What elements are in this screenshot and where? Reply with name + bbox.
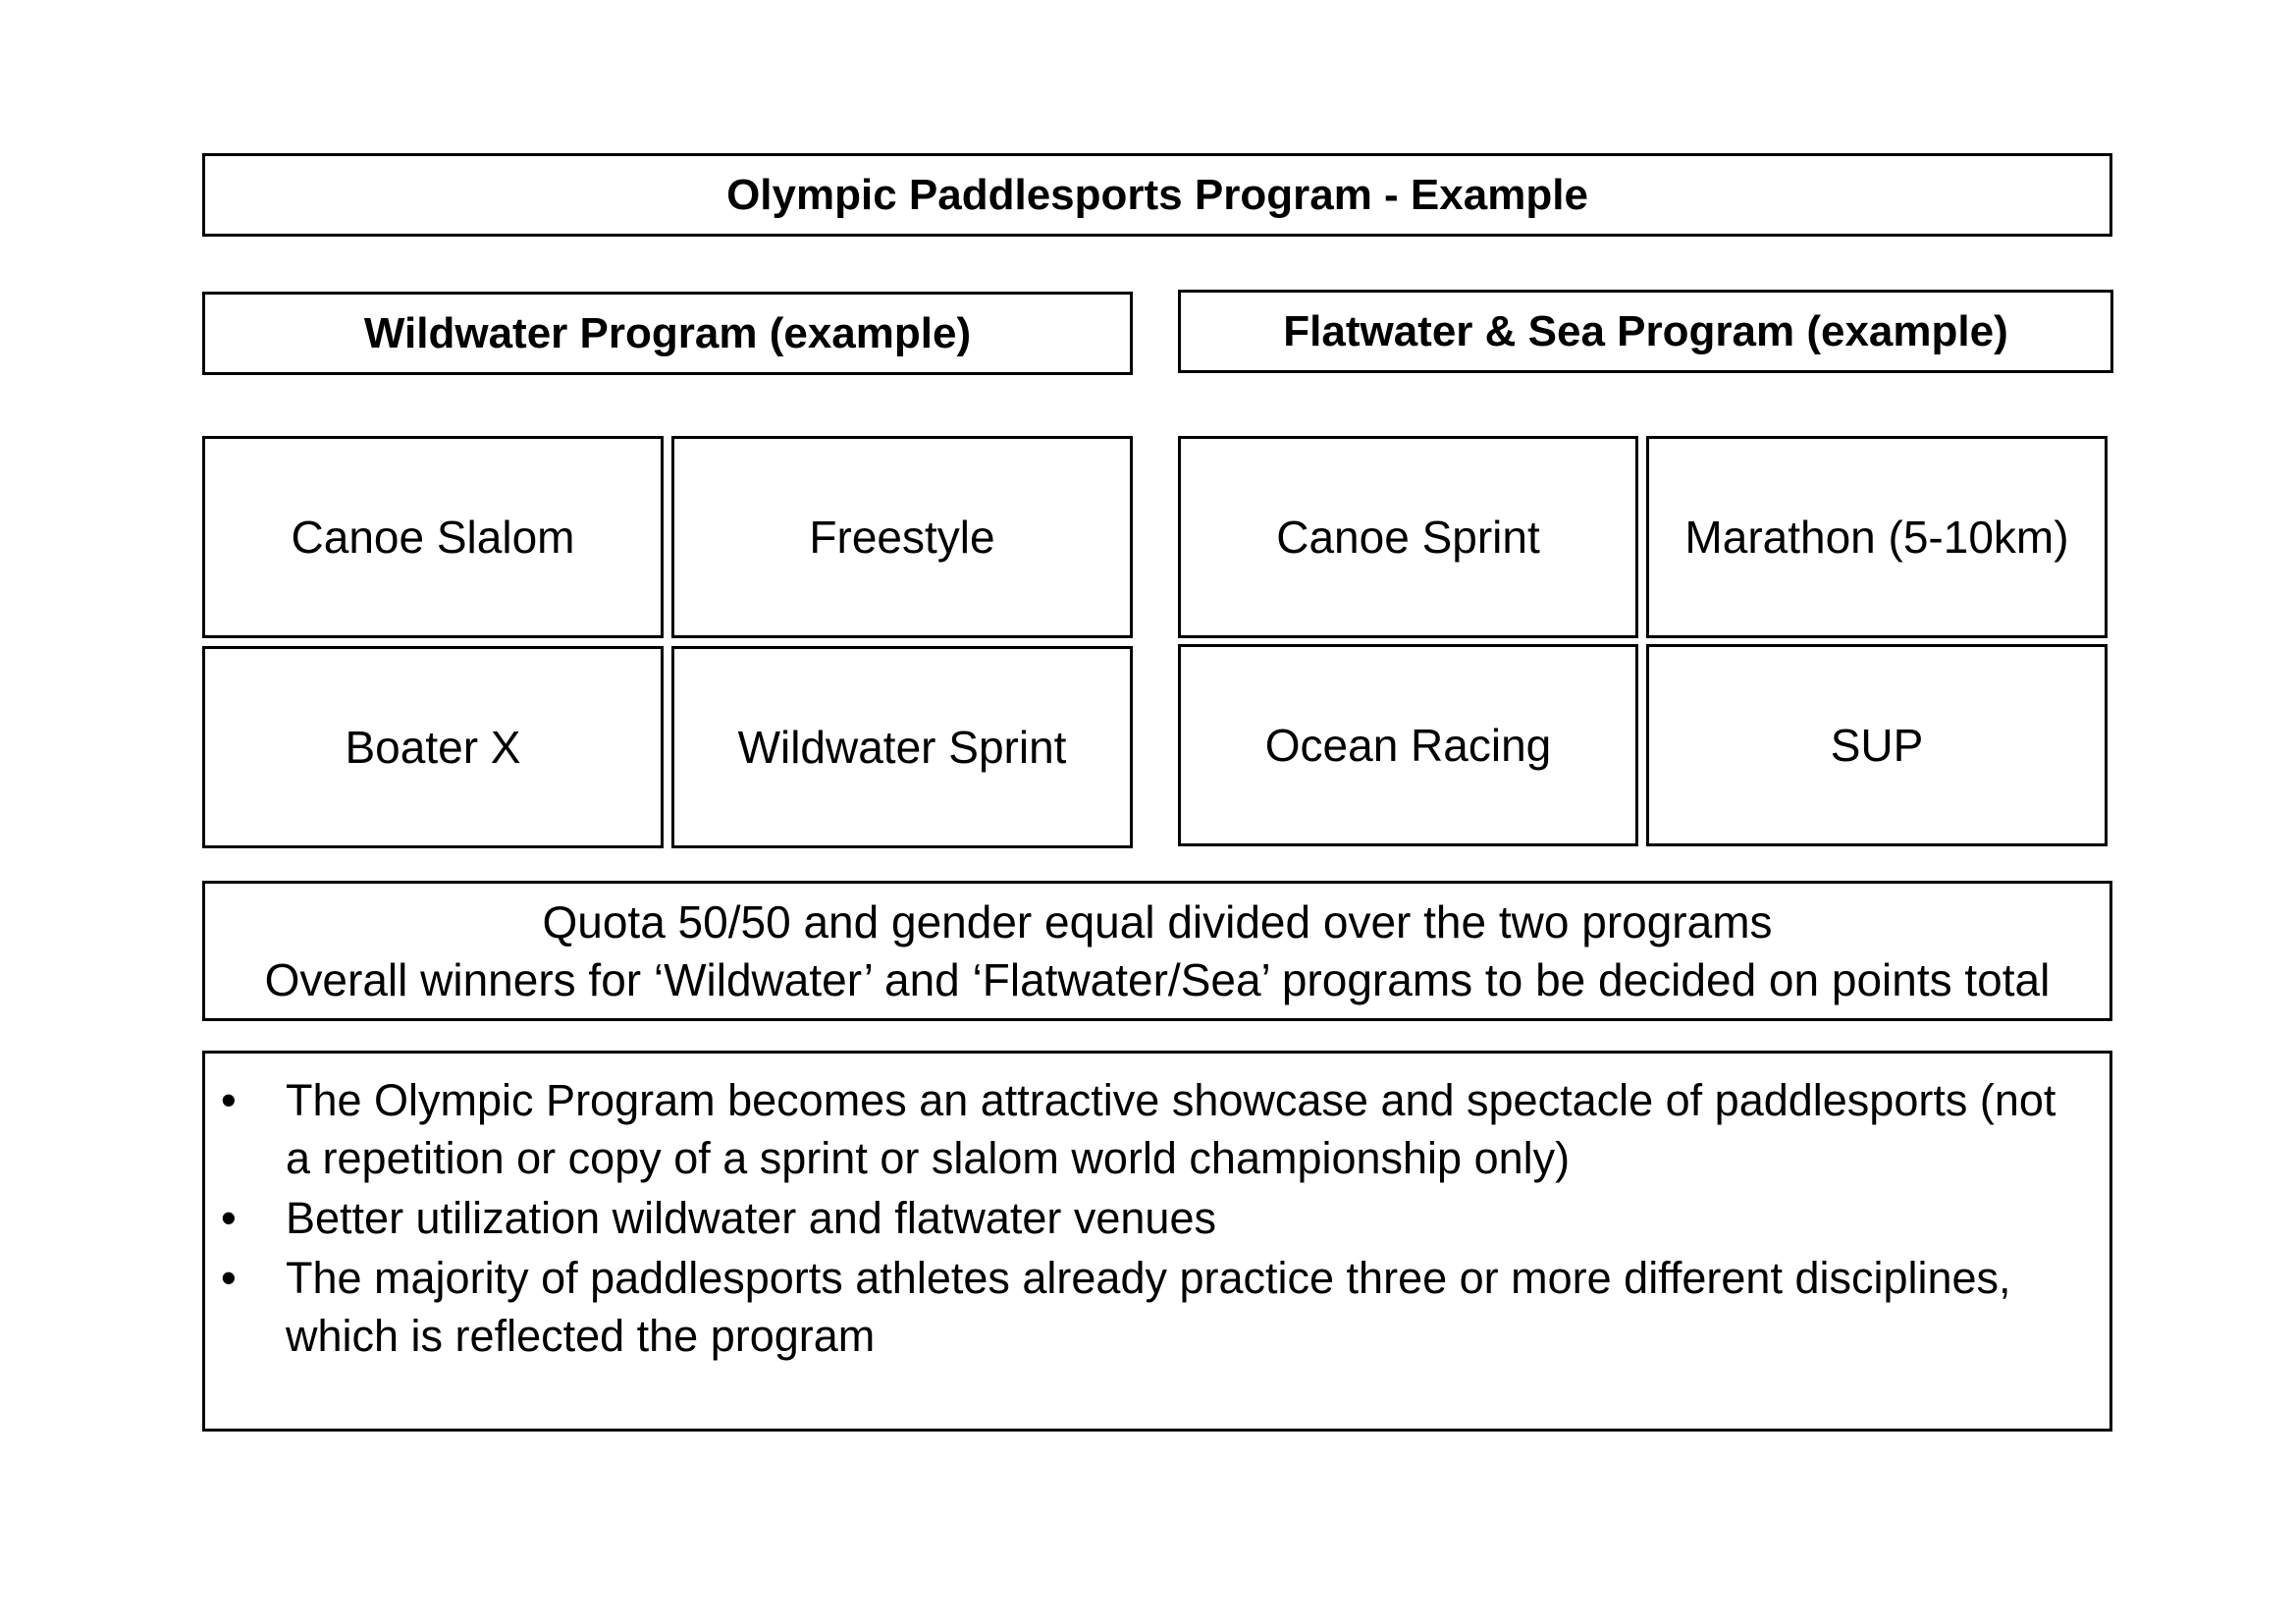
quota-note-line-2: Overall winners for ‘Wildwater’ and ‘Flatwater/Sea’ programs to be decided on points total [264,953,2051,1005]
wildwater-program-title: Wildwater Program (example) [363,308,972,357]
event-canoe-slalom [202,436,664,638]
event-label: Canoe Sprint [1276,512,1540,563]
bullet-icon: • [221,1193,237,1243]
event-label: SUP [1830,720,1924,771]
benefit-text: Better utilization wildwater and flatwater venues [286,1193,1216,1243]
event-freestyle [671,436,1133,638]
benefit-item [205,1071,2086,1187]
main-title-box [202,153,2112,237]
benefit-text: The Olympic Program becomes an attractive showcase and spectacle of paddlesports (not a repetition or copy of a sprint or slalom world championship only) [286,1075,2056,1183]
bullet-icon: • [221,1075,237,1125]
benefits-box [202,1051,2112,1432]
bullet-icon: • [221,1253,237,1303]
flatwater-program-title: Flatwater & Sea Program (example) [1283,306,2008,355]
event-marathon [1646,436,2108,638]
benefits-list [205,1054,2109,1367]
flatwater-program-header [1178,290,2113,373]
event-label: Wildwater Sprint [737,722,1067,773]
event-label: Ocean Racing [1264,720,1552,771]
event-ocean-racing [1178,644,1638,846]
event-label: Marathon (5-10km) [1684,512,2069,563]
benefit-item [205,1249,2086,1365]
event-label: Boater X [345,722,521,773]
wildwater-program-header [202,292,1133,375]
event-canoe-sprint [1178,436,1638,638]
benefit-item [205,1189,2086,1247]
event-label: Canoe Slalom [291,512,575,563]
event-label: Freestyle [809,512,995,563]
quota-note-box [202,881,2112,1021]
quota-note-line-1: Quota 50/50 and gender equal divided over the two programs [542,895,1773,947]
benefit-text: The majority of paddlesports athletes already practice three or more different disciplines, which is reflected the program [286,1253,2011,1361]
event-wildwater-sprint [671,646,1133,848]
main-title: Olympic Paddlesports Program - Example [726,170,1588,219]
event-boater-x [202,646,664,848]
event-sup [1646,644,2108,846]
